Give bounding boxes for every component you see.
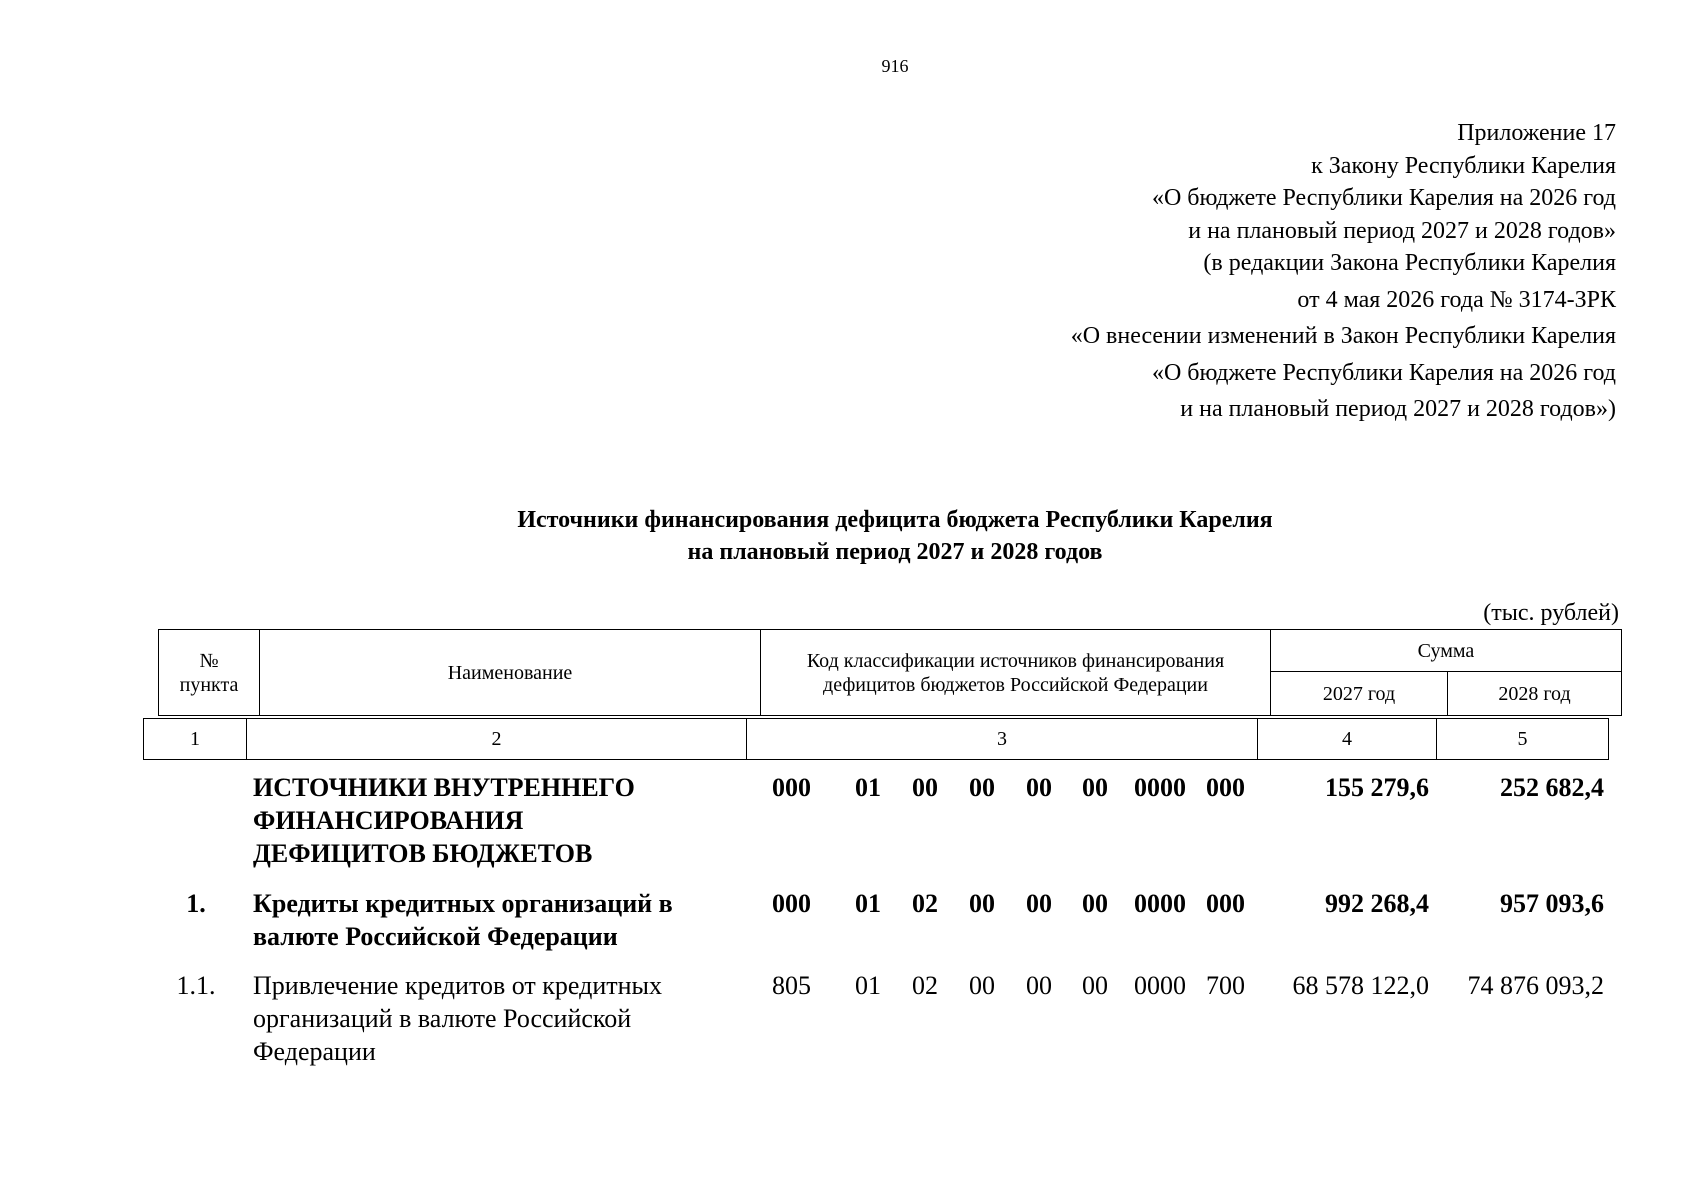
appendix-line: «О бюджете Республики Карелия на 2026 год — [1151, 359, 1616, 386]
sum-2027: 68 578 122,0 — [1292, 971, 1429, 1000]
code-part: 00 — [1026, 971, 1052, 1000]
code-part: 0000 — [1134, 889, 1186, 918]
code-part: 0000 — [1134, 971, 1186, 1000]
code-part: 00 — [1026, 889, 1052, 918]
document-title — [0, 504, 1697, 568]
code-part: 00 — [1082, 971, 1108, 1000]
code-part: 01 — [855, 773, 881, 802]
header-name: Наименование — [260, 630, 761, 716]
header-year-2028: 2028 год — [1448, 672, 1622, 716]
code-part: 00 — [969, 971, 995, 1000]
sum-2027: 992 268,4 — [1325, 889, 1429, 918]
code-part: 01 — [855, 971, 881, 1000]
code-part: 000 — [1206, 889, 1245, 918]
code-part: 00 — [969, 889, 995, 918]
sum-2028: 252 682,4 — [1500, 773, 1604, 802]
header-sum: Сумма — [1271, 630, 1622, 672]
header-year-2027: 2027 год — [1271, 672, 1448, 716]
header-num-line: № — [199, 649, 219, 672]
code-part: 000 — [772, 889, 811, 918]
column-number: 4 — [1258, 719, 1437, 760]
appendix-line: и на плановый период 2027 и 2028 годов») — [1180, 396, 1616, 422]
appendix-line: и на плановый период 2027 и 2028 годов» — [1188, 217, 1616, 244]
row-name: Привлечение кредитов от кредитных организаций в валюте Российской Федерации — [253, 971, 662, 1066]
code-part: 0000 — [1134, 773, 1186, 802]
column-number: 3 — [747, 719, 1258, 760]
page-number: 916 — [881, 56, 909, 76]
code-part: 805 — [772, 971, 811, 1000]
appendix-line: Приложение 17 — [1457, 120, 1616, 146]
title-line: Источники финансирования дефицита бюджета Республики Карелия — [517, 507, 1273, 533]
sum-2028: 957 093,6 — [1500, 889, 1604, 918]
code-part: 02 — [912, 971, 938, 1000]
row-number: 1. — [186, 889, 206, 918]
code-part: 700 — [1206, 971, 1245, 1000]
appendix-line: «О внесении изменений в Закон Республики Карелия — [1070, 323, 1616, 349]
appendix-note — [1071, 117, 1616, 426]
title-line: на плановый период 2027 и 2028 годов — [687, 539, 1103, 565]
sum-2027: 155 279,6 — [1325, 773, 1429, 802]
row-name: Кредиты кредитных организаций в валюте Российской Федерации — [253, 889, 673, 951]
code-part: 00 — [1082, 889, 1108, 918]
code-part: 000 — [772, 773, 811, 802]
header-num — [159, 630, 260, 716]
code-part: 000 — [1206, 773, 1245, 802]
row-name: ИСТОЧНИКИ ВНУТРЕННЕГО ФИНАНСИРОВАНИЯ ДЕФИЦИТОВ БЮДЖЕТОВ — [253, 773, 635, 868]
column-number: 1 — [144, 719, 247, 760]
column-numbers-row — [143, 718, 1609, 760]
code-part: 00 — [912, 773, 938, 802]
code-part: 00 — [1026, 773, 1052, 802]
table-header — [158, 629, 1622, 716]
header-code — [761, 630, 1271, 716]
column-number: 2 — [247, 719, 747, 760]
code-part: 00 — [969, 773, 995, 802]
header-code-line: дефицитов бюджетов Российской Федерации — [823, 673, 1208, 696]
code-part: 01 — [855, 889, 881, 918]
appendix-line: от 4 мая 2026 года № 3174-ЗРК — [1297, 286, 1616, 313]
header-code-line: Код классификации источников финансирования — [806, 649, 1225, 672]
appendix-line: (в редакции Закона Республики Карелия — [1203, 250, 1616, 276]
row-number: 1.1. — [176, 971, 216, 1000]
code-part: 00 — [1082, 773, 1108, 802]
appendix-line: «О бюджете Республики Карелия на 2026 год — [1151, 185, 1616, 211]
sum-2028: 74 876 093,2 — [1467, 971, 1604, 1000]
units-label: (тыс. рублей) — [1483, 600, 1619, 626]
header-num-line: пункта — [179, 673, 239, 696]
appendix-line: к Закону Республики Карелия — [1311, 152, 1616, 179]
code-part: 02 — [912, 889, 938, 918]
column-number: 5 — [1437, 719, 1609, 760]
